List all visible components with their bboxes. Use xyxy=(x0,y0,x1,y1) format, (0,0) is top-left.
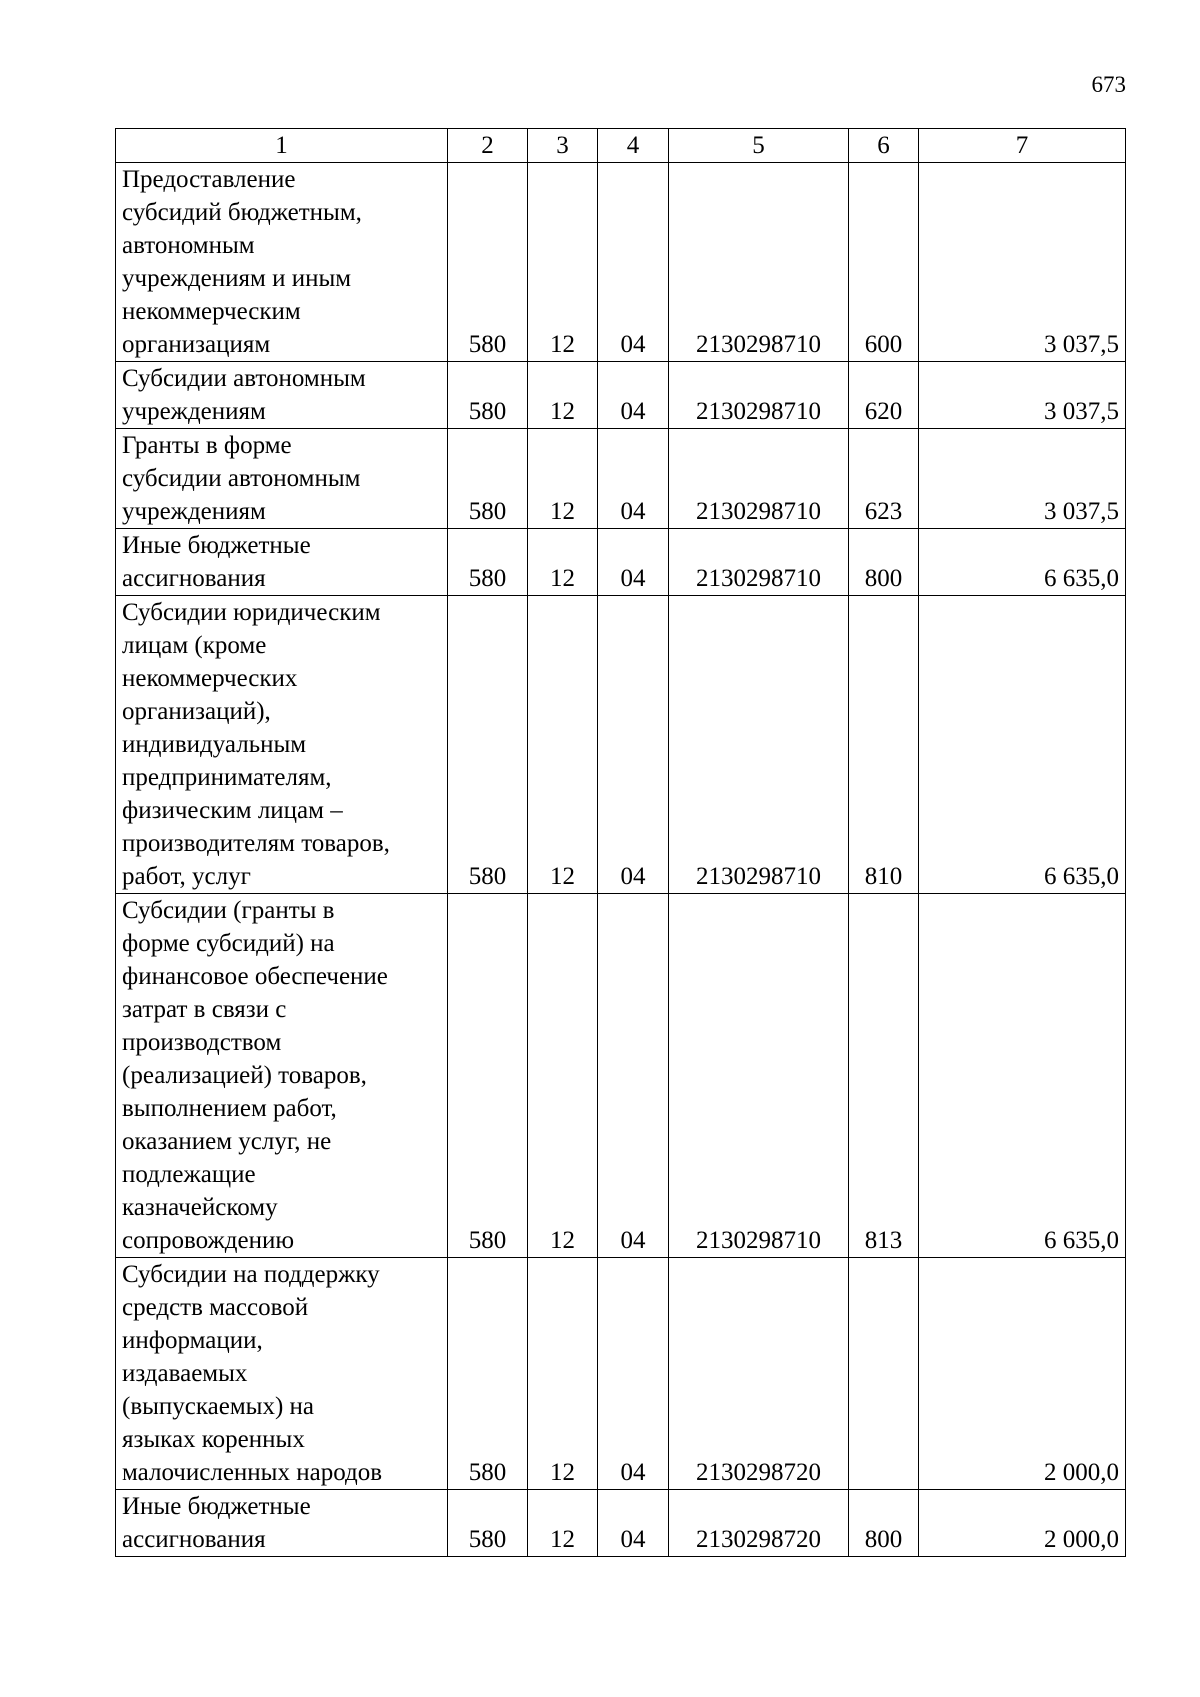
row-name-line: Субсидии юридическим xyxy=(122,599,381,626)
row-name-line: физическим лицам – xyxy=(122,797,343,824)
row-cell-c5: 2130298710 xyxy=(669,529,849,596)
header-cell-3: 3 xyxy=(528,129,598,163)
row-amount-cell: 6 635,0 xyxy=(919,596,1126,894)
row-name-line: финансовое обеспечение xyxy=(122,963,388,990)
table-row xyxy=(116,596,1126,894)
row-name-cell xyxy=(116,1258,448,1490)
budget-table xyxy=(115,128,1126,1557)
row-name-line: Иные бюджетные xyxy=(122,1493,311,1520)
row-name-line: производством xyxy=(122,1029,282,1056)
row-name-line: языках коренных xyxy=(122,1426,305,1453)
header-cell-5: 5 xyxy=(669,129,849,163)
row-name-line: (реализацией) товаров, xyxy=(122,1062,367,1089)
row-cell-c2: 580 xyxy=(448,596,528,894)
row-name-line: учреждениям и иным xyxy=(122,265,352,292)
row-cell-c2: 580 xyxy=(448,529,528,596)
row-amount-cell: 3 037,5 xyxy=(919,429,1126,529)
row-cell-c3: 12 xyxy=(528,163,598,362)
row-cell-c3: 12 xyxy=(528,362,598,429)
row-cell-c6: 810 xyxy=(849,596,919,894)
row-cell-c2: 580 xyxy=(448,429,528,529)
row-cell-c3: 12 xyxy=(528,894,598,1258)
row-name-line: Субсидии (гранты в xyxy=(122,897,335,924)
row-cell-c6: 600 xyxy=(849,163,919,362)
header-cell-4: 4 xyxy=(598,129,669,163)
row-name-cell xyxy=(116,362,448,429)
row-name-line: учреждениям xyxy=(122,498,266,525)
row-name-line: форме субсидий) на xyxy=(122,930,335,957)
row-name-line: ассигнования xyxy=(122,1526,266,1553)
row-cell-c3: 12 xyxy=(528,429,598,529)
row-cell-c5: 2130298710 xyxy=(669,163,849,362)
row-name-line: Иные бюджетные xyxy=(122,532,311,559)
row-cell-c2: 580 xyxy=(448,1490,528,1557)
row-name-line: Субсидии автономным xyxy=(122,365,366,392)
row-name-line: некоммерческих xyxy=(122,665,298,692)
row-cell-c6: 620 xyxy=(849,362,919,429)
row-name-line: ассигнования xyxy=(122,565,266,592)
row-cell-c6: 800 xyxy=(849,1490,919,1557)
row-name-line: индивидуальным xyxy=(122,731,307,758)
row-name-line: выполнением работ, xyxy=(122,1095,337,1122)
row-name-line: подлежащие xyxy=(122,1161,256,1188)
row-name-line: малочисленных народов xyxy=(122,1459,382,1486)
row-cell-c2: 580 xyxy=(448,894,528,1258)
table-row xyxy=(116,163,1126,362)
row-name-line: некоммерческим xyxy=(122,298,301,325)
row-name-cell xyxy=(116,1490,448,1557)
row-cell-c2: 580 xyxy=(448,163,528,362)
row-name-line: издаваемых xyxy=(122,1360,248,1387)
row-cell-c4: 04 xyxy=(598,529,669,596)
row-amount-cell: 3 037,5 xyxy=(919,163,1126,362)
row-name-line: организаций), xyxy=(122,698,271,725)
table-row xyxy=(116,1258,1126,1490)
row-name-line: предпринимателям, xyxy=(122,764,332,791)
row-name-line: учреждениям xyxy=(122,398,266,425)
row-name-cell xyxy=(116,529,448,596)
header-cell-2: 2 xyxy=(448,129,528,163)
row-name-line: затрат в связи с xyxy=(122,996,287,1023)
row-name-line: производителям товаров, xyxy=(122,830,390,857)
row-name-cell xyxy=(116,894,448,1258)
table-row xyxy=(116,429,1126,529)
row-name-line: Предоставление xyxy=(122,166,296,193)
row-name-line: сопровождению xyxy=(122,1227,295,1254)
row-name-line: информации, xyxy=(122,1327,263,1354)
row-cell-c4: 04 xyxy=(598,362,669,429)
row-amount-cell: 3 037,5 xyxy=(919,362,1126,429)
row-name-line: средств массовой xyxy=(122,1294,309,1321)
table-row xyxy=(116,529,1126,596)
row-cell-c6: 623 xyxy=(849,429,919,529)
row-name-line: автономным xyxy=(122,232,255,259)
row-name-line: оказанием услуг, не xyxy=(122,1128,332,1155)
header-cell-1: 1 xyxy=(116,129,448,163)
row-name-line: казначейскому xyxy=(122,1194,278,1221)
row-name-line: субсидий бюджетным, xyxy=(122,199,362,226)
row-cell-c4: 04 xyxy=(598,596,669,894)
row-name-cell xyxy=(116,163,448,362)
row-cell-c5: 2130298710 xyxy=(669,596,849,894)
row-cell-c5: 2130298710 xyxy=(669,894,849,1258)
row-cell-c6: 813 xyxy=(849,894,919,1258)
row-name-cell xyxy=(116,429,448,529)
row-name-line: (выпускаемых) на xyxy=(122,1393,315,1420)
row-name-cell xyxy=(116,596,448,894)
table-body xyxy=(116,163,1126,1557)
table-row xyxy=(116,362,1126,429)
row-cell-c4: 04 xyxy=(598,1490,669,1557)
row-name-line: организациям xyxy=(122,331,271,358)
row-cell-c4: 04 xyxy=(598,1258,669,1490)
row-name-line: субсидии автономным xyxy=(122,465,361,492)
table-row xyxy=(116,1490,1126,1557)
row-cell-c4: 04 xyxy=(598,429,669,529)
row-cell-c4: 04 xyxy=(598,894,669,1258)
row-cell-c5: 2130298710 xyxy=(669,362,849,429)
table-row xyxy=(116,894,1126,1258)
header-row xyxy=(116,129,1126,163)
row-cell-c6 xyxy=(849,1258,919,1490)
row-amount-cell: 6 635,0 xyxy=(919,529,1126,596)
header-cell-6: 6 xyxy=(849,129,919,163)
page-number: 673 xyxy=(1091,72,1126,97)
row-name-line: лицам (кроме xyxy=(122,632,267,659)
row-amount-cell: 6 635,0 xyxy=(919,894,1126,1258)
row-cell-c3: 12 xyxy=(528,1258,598,1490)
row-amount-cell: 2 000,0 xyxy=(919,1258,1126,1490)
row-cell-c3: 12 xyxy=(528,1490,598,1557)
row-cell-c5: 2130298710 xyxy=(669,429,849,529)
row-cell-c4: 04 xyxy=(598,163,669,362)
row-cell-c3: 12 xyxy=(528,529,598,596)
row-cell-c3: 12 xyxy=(528,596,598,894)
row-amount-cell: 2 000,0 xyxy=(919,1490,1126,1557)
row-cell-c5: 2130298720 xyxy=(669,1490,849,1557)
header-cell-7: 7 xyxy=(919,129,1126,163)
row-cell-c5: 2130298720 xyxy=(669,1258,849,1490)
row-cell-c6: 800 xyxy=(849,529,919,596)
row-name-line: работ, услуг xyxy=(122,863,251,890)
row-cell-c2: 580 xyxy=(448,1258,528,1490)
row-name-line: Гранты в форме xyxy=(122,432,292,459)
row-name-line: Субсидии на поддержку xyxy=(122,1261,380,1288)
row-cell-c2: 580 xyxy=(448,362,528,429)
